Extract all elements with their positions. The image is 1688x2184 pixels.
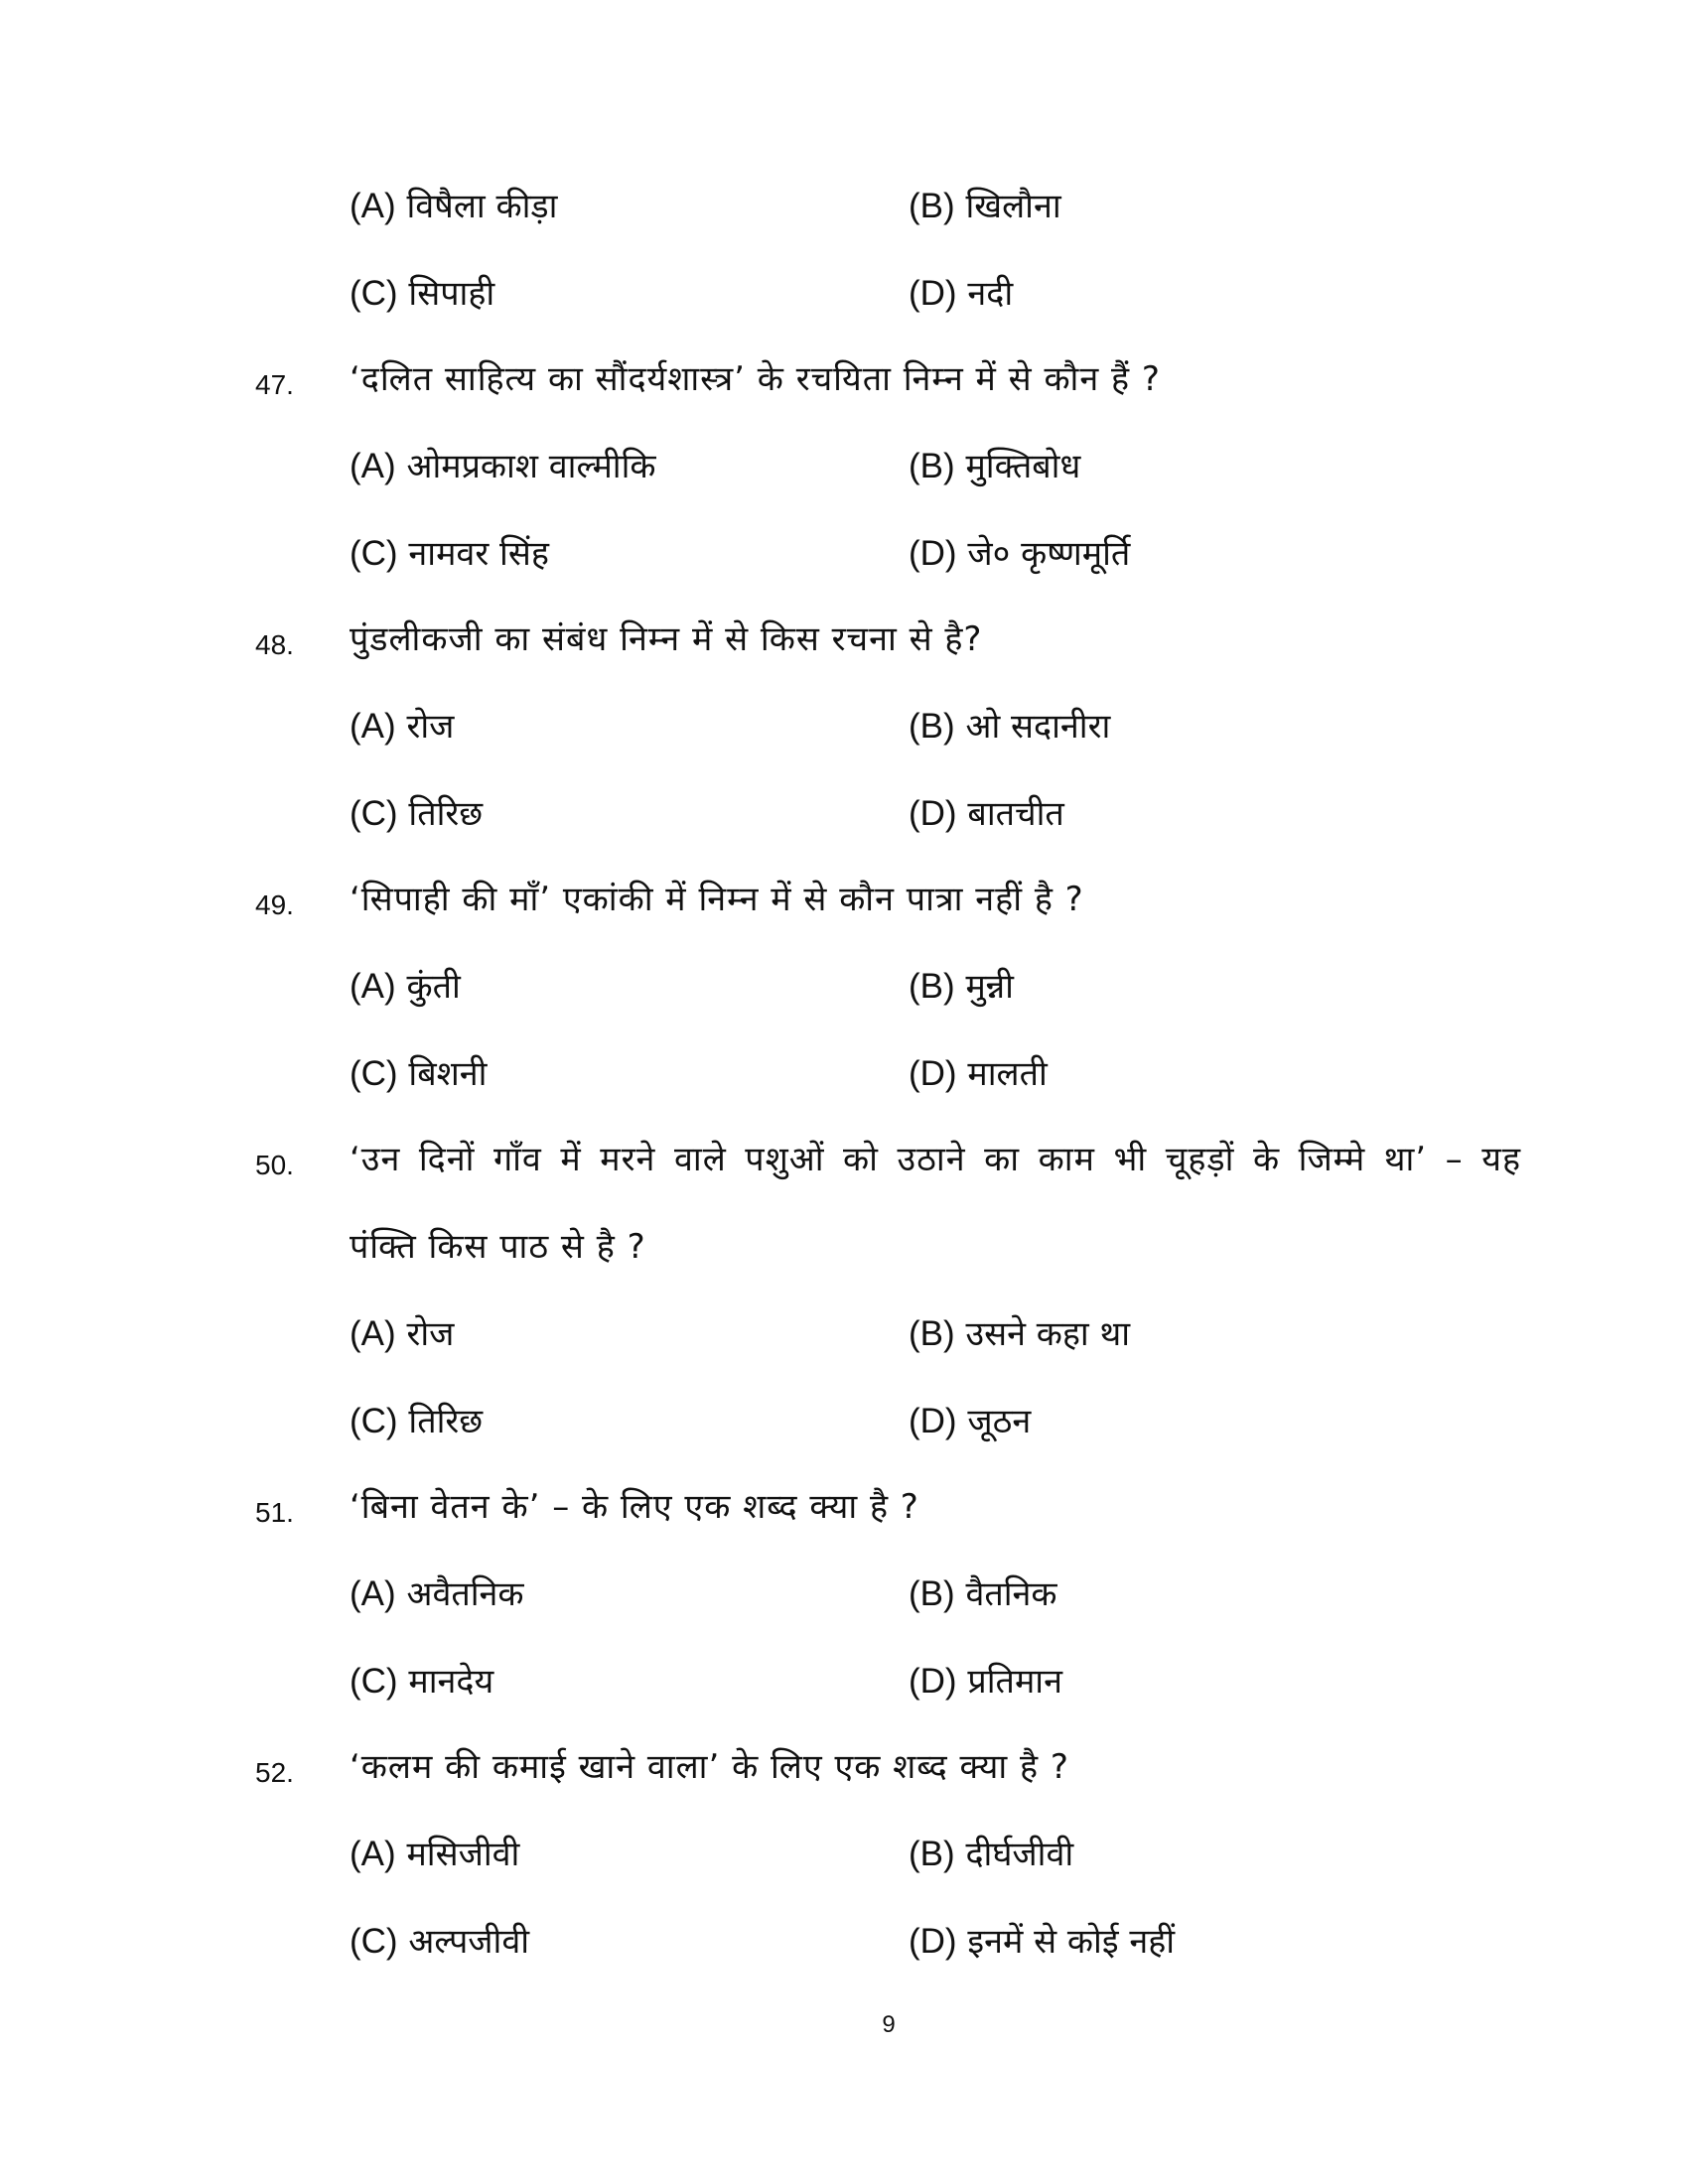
option-d [909, 792, 1064, 836]
question-number: 52. [255, 1757, 294, 1788]
option-a [350, 705, 454, 749]
option-a [350, 445, 656, 488]
option-b [909, 1312, 1130, 1356]
option-text: तिरिछ [408, 794, 484, 834]
option-label: (B) [909, 187, 955, 225]
option-text: मानदेय [408, 1662, 494, 1702]
option-a [350, 185, 557, 228]
option-text: मसिजीवी [406, 1835, 520, 1874]
question-number: 51. [255, 1497, 294, 1528]
option-text: खिलौना [965, 187, 1061, 226]
option-text: इनमें से कोई नहीं [967, 1922, 1176, 1962]
option-text: बातचीत [967, 794, 1064, 834]
option-label: (D) [909, 1402, 957, 1440]
option-label: (A) [350, 707, 396, 746]
option-d [909, 1660, 1062, 1704]
option-d [909, 1920, 1175, 1964]
option-label: (C) [350, 534, 398, 573]
option-c [350, 1052, 487, 1096]
option-text: अवैतनिक [406, 1574, 524, 1614]
option-text: कुंती [406, 967, 461, 1007]
option-label: (C) [350, 794, 398, 833]
question-number: 49. [255, 889, 294, 920]
option-text: नदी [967, 274, 1014, 314]
option-d [909, 532, 1130, 576]
option-label: (D) [909, 274, 957, 313]
option-text: प्रतिमान [967, 1662, 1062, 1702]
question-text: ‘कलम की कमाई खाने वाला’ के लिए एक शब्द क्या है ? [350, 1747, 1069, 1787]
option-a [350, 1833, 519, 1876]
option-text: उसने कहा था [965, 1314, 1131, 1354]
question-text: ‘बिना वेतन के’ – के लिए एक शब्द क्या है ? [350, 1487, 919, 1527]
option-label: (C) [350, 274, 398, 313]
option-label: (B) [909, 447, 955, 485]
option-a [350, 965, 461, 1009]
option-text: रोज [406, 1314, 455, 1354]
option-label: (D) [909, 1922, 957, 1961]
option-label: (D) [909, 534, 957, 573]
question-text: ‘दलित साहित्य का सौंदर्यशास्त्र’ के रचयिता निम्न में से कौन हैं ? [350, 359, 1161, 399]
option-text: वैतनिक [965, 1574, 1057, 1614]
option-text: मालती [967, 1054, 1048, 1094]
question-text: पुंडलीकजी का संबंध निम्न में से किस रचना से है? [350, 619, 983, 659]
option-label: (B) [909, 1574, 955, 1613]
page-number: 9 [882, 2011, 896, 2038]
option-text: जे० कृष्णमूर्ति [967, 534, 1131, 574]
option-b [909, 445, 1080, 488]
option-c [350, 272, 494, 316]
option-c [350, 532, 549, 576]
option-d [909, 272, 1013, 316]
option-text: ओ सदानीरा [965, 707, 1111, 747]
option-text: बिशनी [408, 1054, 488, 1094]
option-text: मुक्तिबोध [965, 447, 1081, 486]
option-d [909, 1052, 1048, 1096]
option-label: (D) [909, 1662, 957, 1701]
option-c [350, 1400, 483, 1443]
option-a [350, 1572, 524, 1616]
option-label: (A) [350, 1835, 396, 1873]
option-label: (C) [350, 1402, 398, 1440]
option-b [909, 1572, 1057, 1616]
option-label: (C) [350, 1662, 398, 1701]
option-b [909, 1833, 1073, 1876]
question-text: ‘सिपाही की माँ’ एकांकी में निम्न में से कौन पात्रा नहीं है ? [350, 880, 1084, 919]
option-c [350, 792, 483, 836]
option-text: सिपाही [408, 274, 495, 314]
option-text: मुन्नी [965, 967, 1014, 1007]
option-label: (A) [350, 1574, 396, 1613]
option-label: (A) [350, 187, 396, 225]
option-label: (B) [909, 1314, 955, 1353]
option-b [909, 185, 1061, 228]
option-text: जूठन [967, 1402, 1032, 1441]
question-number: 47. [255, 369, 294, 400]
option-text: दीर्घजीवी [965, 1835, 1074, 1874]
option-label: (C) [350, 1922, 398, 1961]
option-text: विषैला कीड़ा [406, 187, 558, 226]
option-label: (B) [909, 967, 955, 1006]
option-text: ओमप्रकाश वाल्मीकि [406, 447, 656, 486]
option-label: (A) [350, 447, 396, 485]
option-label: (D) [909, 794, 957, 833]
option-text: रोज [406, 707, 455, 747]
option-c [350, 1920, 529, 1964]
option-label: (B) [909, 1835, 955, 1873]
option-c [350, 1660, 493, 1704]
option-label: (A) [350, 967, 396, 1006]
question-text-line-2: पंक्ति किस पाठ से है ? [350, 1227, 646, 1267]
option-text: तिरिछ [408, 1402, 484, 1441]
question-text-line-1: ‘उन दिनों गाँव में मरने वाले पशुओं को उठाने का काम भी चूहड़ों के जिम्मे था’ – यह [350, 1140, 1521, 1179]
question-number: 48. [255, 629, 294, 660]
option-a [350, 1312, 454, 1356]
option-text: अल्पजीवी [408, 1922, 530, 1962]
option-text: नामवर सिंह [408, 534, 549, 574]
option-b [909, 965, 1014, 1009]
question-number: 50. [255, 1150, 294, 1180]
option-d [909, 1400, 1031, 1443]
option-label: (B) [909, 707, 955, 746]
option-label: (D) [909, 1054, 957, 1093]
option-b [909, 705, 1110, 749]
option-label: (C) [350, 1054, 398, 1093]
option-label: (A) [350, 1314, 396, 1353]
